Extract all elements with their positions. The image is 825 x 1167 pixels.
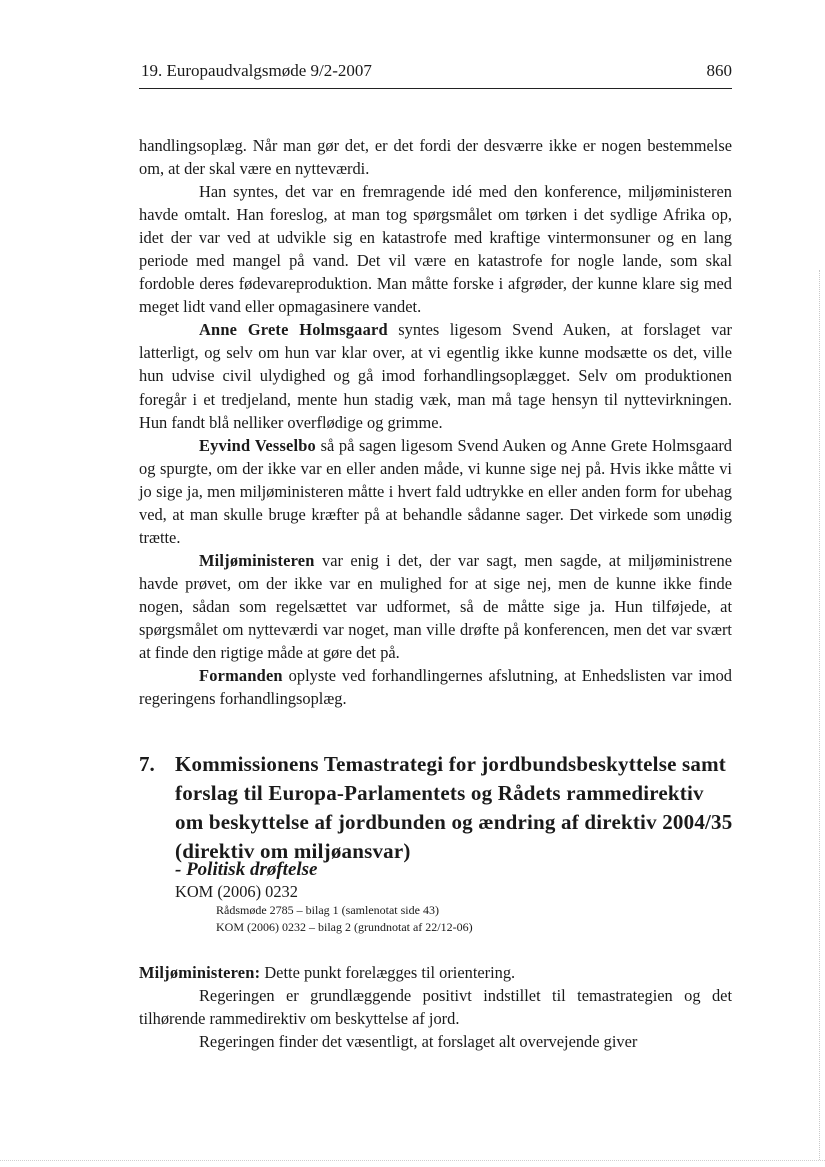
paragraph <box>139 961 732 984</box>
paragraph <box>139 318 732 433</box>
speaker-name: Formanden <box>199 666 283 686</box>
section-title-line: Kommissionens Temastrategi for jordbundsbeskyttelse samt <box>175 752 726 776</box>
paragraph-text: så på sagen ligesom Svend Auken og Anne Grete Holmsgaard og spurgte, om der ikke var en eller anden måde, vi kunne sige nej på. Hvis ikke måtte vi jo sige ja, men miljøministeren måtte i hvert fald udtrykke en eller anden form for ubehag ved, at man skulle bruge kræfter på at behandle sådanne sager. Det virkede som unødig trætte. <box>139 435 732 547</box>
paragraph <box>139 180 732 318</box>
paragraph <box>139 984 732 1030</box>
paragraph-text: syntes ligesom Svend Auken, at forslaget var latterligt, og selv om hun var klar over, at vi egentlig ikke kunne modsætte os det, ville hun udvise civil ulydighed og gå imod forhandlingsoplægget. Selv om produktionen foregår i et tredjeland, mente hun stadig væk, man må tage hensyn til nyttevirkningen. Hun fandt blå nelliker overflødige og grimme. <box>139 320 733 432</box>
paragraph-text: handlingsoplæg. Når man gør det, er det fordi der desværre ikke er nogen bestemmelse om, at der skal være en nytteværdi. <box>139 136 732 179</box>
section-title-line: forslag til Europa-Parlamentets og Rådets rammedirektiv <box>175 781 704 805</box>
paragraph <box>139 434 732 549</box>
minutes-body <box>139 134 732 710</box>
page-number: 860 <box>706 61 732 80</box>
kom-reference: KOM (2006) 0232 <box>175 882 298 901</box>
document-reference: KOM (2006) 0232 – bilag 2 (grundnotat af 22/12-06) <box>216 920 473 934</box>
speaker-name: Miljøministeren: <box>139 963 261 982</box>
section-title-line: (direktiv om miljøansvar) <box>175 839 411 863</box>
document-reference: Rådsmøde 2785 – bilag 1 (samlenotat side 43) <box>216 903 439 917</box>
speaker-name: Anne Grete Holmsgaard <box>199 320 388 340</box>
paragraph-text: oplyste ved forhandlingernes afslutning, at Enhedslisten var imod regeringens forhandlingsoplæg. <box>139 666 732 709</box>
section-body <box>139 961 732 1053</box>
speaker-name: Eyvind Vesselbo <box>199 435 316 455</box>
header-meeting-title: 19. Europaudvalgsmøde 9/2-2007 <box>141 61 372 80</box>
section-title-line: om beskyttelse af jordbunden og ændring af direktiv 2004/35 <box>175 810 733 834</box>
section-subtitle: - Politisk drøftelse <box>175 859 318 880</box>
section-title <box>175 750 735 866</box>
page-header <box>139 58 732 84</box>
paragraph <box>139 134 732 180</box>
section-number: 7. <box>139 752 155 776</box>
paragraph-text: Dette punkt forelægges til orientering. <box>260 963 516 982</box>
paragraph-text: Regeringen er grundlæggende positivt indstillet til temastrategien og det tilhørende rammedirektiv om beskyttelse af jord. <box>139 986 732 1029</box>
scan-edge-mark <box>818 270 820 1160</box>
paragraph-text: Han syntes, det var en fremragende idé med den konference, miljøministeren havde omtalt. Han foreslog, at man tog spørgsmålet om tørken i det sydlige Afrika op, idet der var ved at udvikle sig en katastrofe med kraftige vintermonsuner og en lang periode med mangel på vand. Det vil være en katastrofe for nogle lande, som skal fordoble deres fødevareproduktion. Man måtte forske i afgrøder, der kunne klare sig med meget lidt vand eller opmagasinere vandet. <box>139 182 732 317</box>
header-rule <box>139 88 732 89</box>
paragraph <box>139 664 732 710</box>
scan-bottom-mark <box>0 1160 825 1161</box>
speaker-name: Miljøministeren <box>199 550 315 570</box>
paragraph-text: Regeringen finder det væsentligt, at forslaget alt overvejende giver <box>199 1032 638 1052</box>
paragraph-text: var enig i det, der var sagt, men sagde, at miljøministrene havde prøvet, om der ikke var en mulighed for at sige nej, men de kunne ikke finde nogen, sådan som regelsættet var udformet, så de måtte sige ja. Hun tilføjede, at spørgsmålet om nytteværdi var noget, man ville drøfte på konferencen, men det var svært at finde den rigtige måde at gøre det på. <box>139 550 732 663</box>
paragraph <box>139 1030 732 1053</box>
paragraph <box>139 549 732 664</box>
